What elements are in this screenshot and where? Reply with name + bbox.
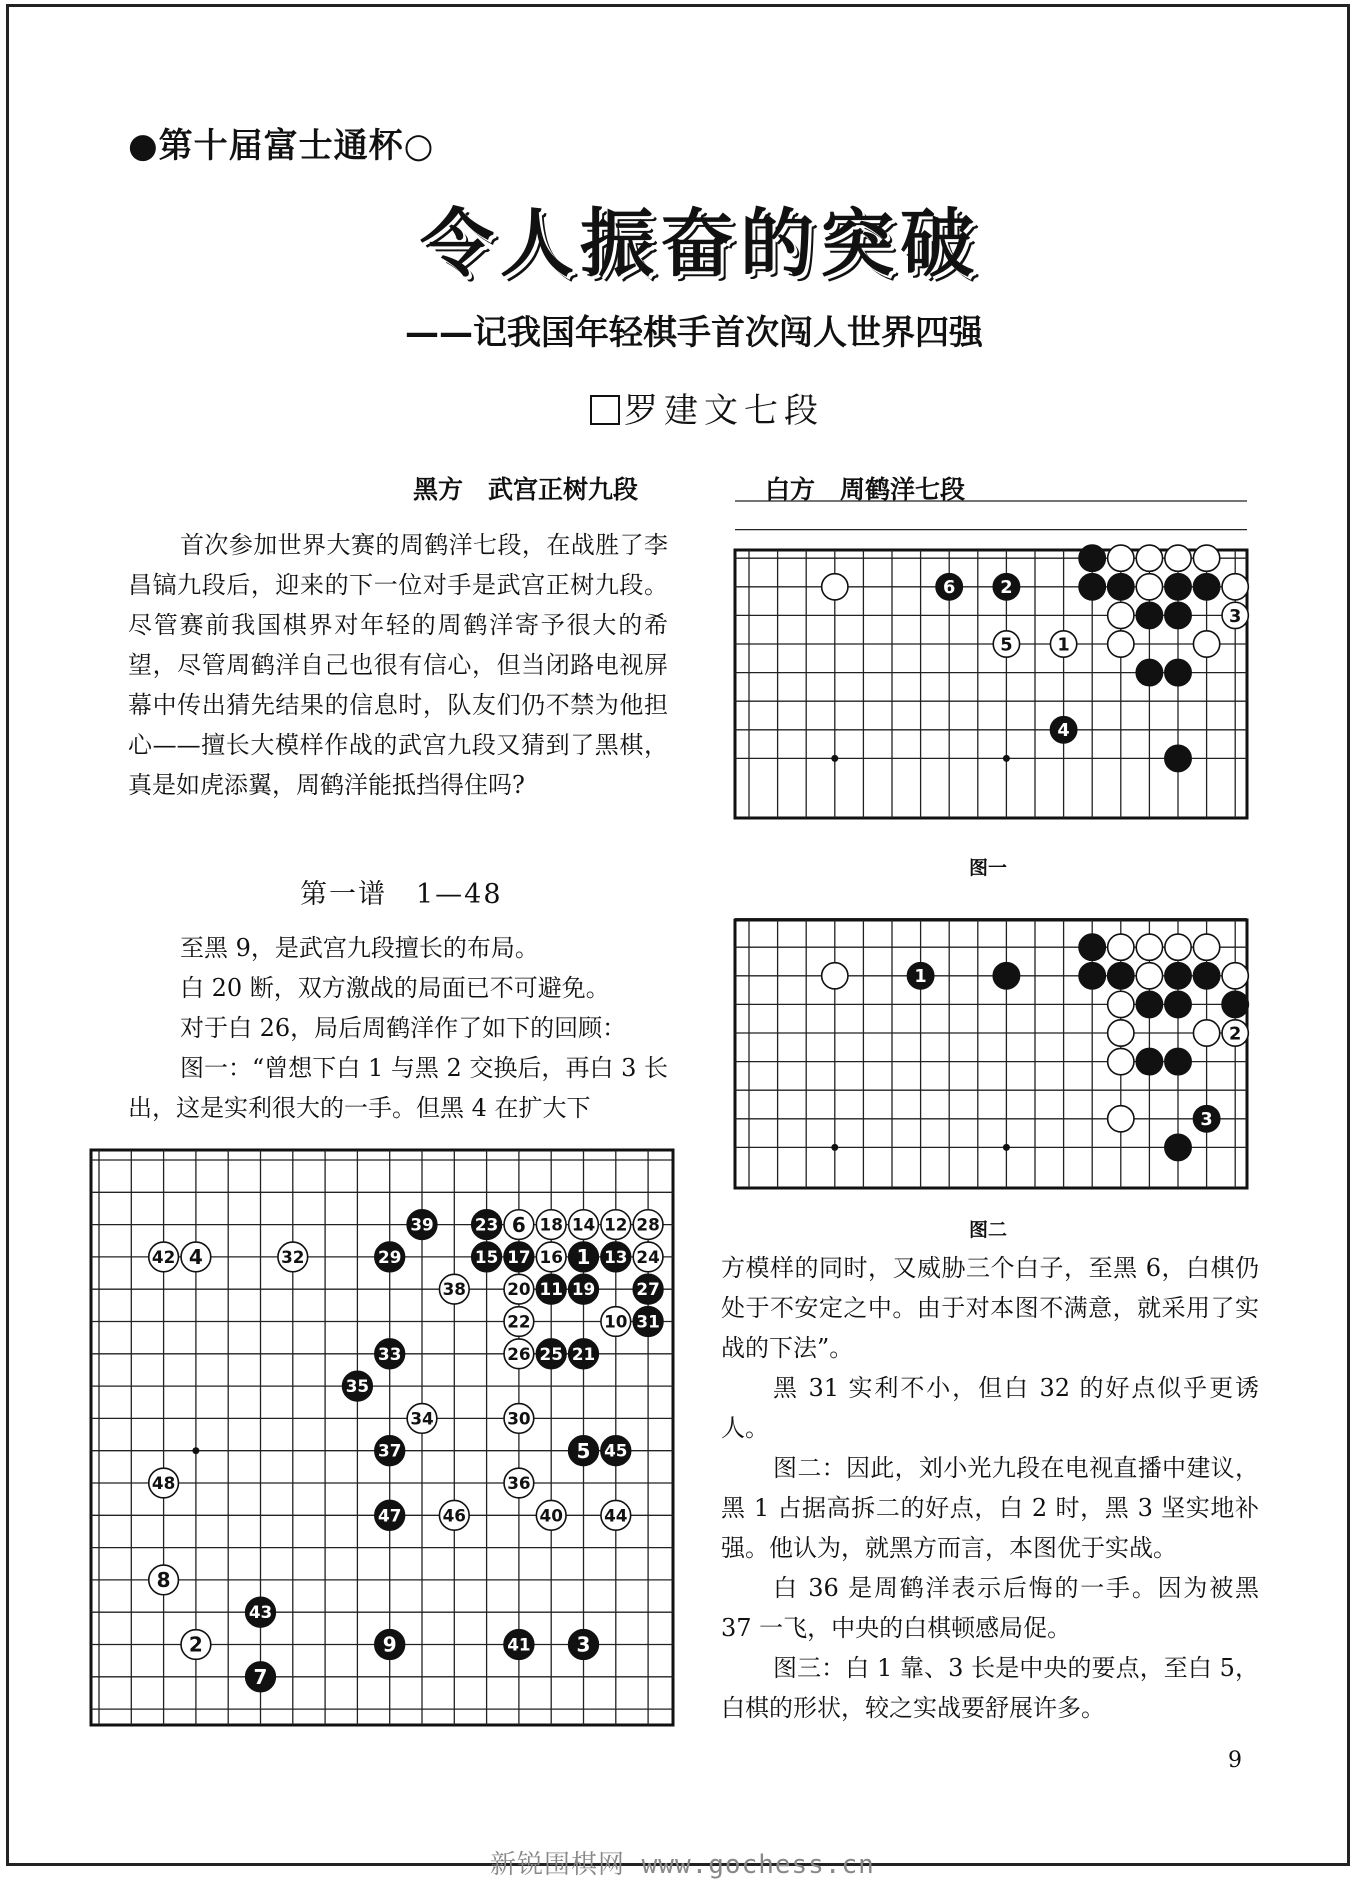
white-stone <box>1222 574 1248 600</box>
move-number: 10 <box>604 1311 628 1332</box>
section-title: 第一谱 1—48 <box>300 879 503 910</box>
move-number: 5 <box>576 1438 591 1463</box>
move-number: 3 <box>1229 606 1242 627</box>
white-stone <box>1108 991 1134 1017</box>
go-diagram-main <box>91 1150 673 1725</box>
move-number: 41 <box>507 1634 531 1655</box>
white-stone <box>1108 545 1134 571</box>
move-number: 4 <box>188 1245 203 1270</box>
black-stone <box>993 963 1019 989</box>
black-stone <box>1165 1048 1191 1074</box>
headline: 令人振奋的突破 <box>420 201 980 287</box>
move-number: 31 <box>636 1311 660 1332</box>
black-stone <box>1193 574 1219 600</box>
move-number: 18 <box>539 1214 563 1235</box>
white-stone <box>1136 545 1162 571</box>
white-stone <box>1136 574 1162 600</box>
move-number: 3 <box>1200 1110 1213 1131</box>
black-stone <box>1165 602 1191 628</box>
move-number: 38 <box>442 1279 466 1300</box>
black-stone <box>1165 745 1191 771</box>
move-number: 22 <box>507 1311 531 1332</box>
go-diagram-fig2 <box>735 919 1248 1188</box>
white-stone <box>822 574 848 600</box>
move-number: 2 <box>1229 1024 1242 1045</box>
black-stone <box>1165 991 1191 1017</box>
move-number: 35 <box>345 1376 370 1397</box>
white-stone <box>1108 934 1134 960</box>
black-stone <box>1079 934 1105 960</box>
go-diagram-fig1 <box>735 501 1248 818</box>
white-stone <box>1193 631 1219 657</box>
black-stone <box>1165 963 1191 989</box>
white-stone <box>822 963 848 989</box>
move-number: 26 <box>507 1343 531 1364</box>
move-number: 30 <box>507 1408 531 1429</box>
move-number: 36 <box>507 1473 531 1494</box>
star-point <box>192 1447 199 1454</box>
page-number: 9 <box>1228 1748 1242 1773</box>
watermark: 新锐围棋网 www.gochess.cn <box>490 1850 875 1880</box>
move-number: 40 <box>539 1505 563 1526</box>
white-stone <box>1108 1106 1134 1132</box>
move-number: 6 <box>511 1212 526 1237</box>
move-number: 11 <box>539 1279 563 1300</box>
black-stone <box>1079 963 1105 989</box>
white-player: 白方 周鹤洋七段 <box>765 475 966 504</box>
move-number: 15 <box>474 1246 499 1267</box>
move-number: 16 <box>539 1246 563 1267</box>
move-number: 7 <box>253 1665 268 1690</box>
intro-paragraph: 首次参加世界大赛的周鹤洋七段，在战胜了李昌镐九段后，迎来的下一位对手是武宫正树九段。尽管赛前我国棋界对年轻的周鹤洋寄予很大的希望，尽管周鹤洋自己也很有信心，但当闭路电视屏幕中传出猜先结果的信息时，队友们仍不禁为他担心——擅长大模样作战的武宫九段又猜到了黑棋，真是如虎添翼，周鹤洋能抵挡得住吗? <box>128 531 668 799</box>
move-number: 1 <box>914 967 927 988</box>
move-number: 6 <box>943 578 956 599</box>
move-number: 43 <box>248 1602 273 1623</box>
paragraph: 对于白 26，局后周鹤洋作了如下的回顾： <box>180 1014 627 1042</box>
move-number: 5 <box>1000 635 1013 656</box>
move-number: 28 <box>636 1214 660 1235</box>
move-number: 2 <box>1000 578 1013 599</box>
white-stone <box>1165 545 1191 571</box>
move-number: 48 <box>151 1473 176 1494</box>
move-number: 2 <box>188 1632 203 1657</box>
move-number: 32 <box>281 1246 305 1267</box>
black-stone <box>1165 659 1191 685</box>
fig2-caption: 图二 <box>969 1219 1008 1241</box>
black-stone <box>1079 545 1105 571</box>
white-stone <box>1193 934 1219 960</box>
move-number: 33 <box>378 1343 402 1364</box>
move-number: 39 <box>410 1214 434 1235</box>
white-stone <box>1108 1020 1134 1046</box>
paragraph: 方模样的同时，又威胁三个白子，至黑 6，白棋仍处于不安定之中。由于对本图不满意，就采用了实战的下法”。 <box>721 1254 1259 1362</box>
move-number: 47 <box>378 1505 402 1526</box>
paragraph: 至黑 9，是武宫九段擅长的布局。 <box>180 934 539 962</box>
move-number: 37 <box>378 1440 402 1461</box>
black-stone <box>1136 991 1162 1017</box>
move-number: 24 <box>636 1246 660 1267</box>
subtitle: ——记我国年轻棋手首次闯人世界四强 <box>405 313 983 353</box>
move-number: 19 <box>571 1279 596 1300</box>
black-stone <box>1108 963 1134 989</box>
move-number: 1 <box>1057 635 1070 656</box>
black-stone <box>1136 659 1162 685</box>
black-stone <box>1165 574 1191 600</box>
move-number: 27 <box>636 1279 660 1300</box>
move-number: 23 <box>474 1214 499 1235</box>
white-stone <box>1136 963 1162 989</box>
move-number: 12 <box>604 1214 628 1235</box>
black-stone <box>1165 1134 1191 1160</box>
fig1-caption: 图一 <box>969 857 1008 879</box>
white-stone <box>1108 1048 1134 1074</box>
paragraph: 黑 31 实利不小，但白 32 的好点似乎更诱人。 <box>721 1374 1259 1442</box>
white-stone <box>1108 602 1134 628</box>
move-number: 20 <box>507 1279 531 1300</box>
star-point <box>831 1144 838 1151</box>
white-stone <box>1136 934 1162 960</box>
move-number: 17 <box>507 1246 531 1267</box>
black-player: 黑方 武宫正树九段 <box>413 475 639 504</box>
move-number: 46 <box>442 1505 466 1526</box>
move-number: 3 <box>576 1632 591 1657</box>
move-number: 34 <box>410 1408 434 1429</box>
paragraph: 图三：白 1 靠、3 长是中央的要点，至白 5，白棋的形状，较之实战要舒展许多。 <box>721 1654 1259 1722</box>
black-stone <box>1079 574 1105 600</box>
paragraph: 图一：“曾想下白 1 与黑 2 交换后，再白 3 长出，这是实利很大的一手。但黑 4 在扩大下 <box>128 1054 668 1122</box>
move-number: 21 <box>571 1343 596 1364</box>
black-stone <box>1136 602 1162 628</box>
paragraph: 图二：因此，刘小光九段在电视直播中建议，黑 1 占据高拆二的好点，白 2 时，黑 3 坚实地补强。他认为，就黑方而言，本图优于实战。 <box>721 1454 1259 1562</box>
move-number: 1 <box>576 1245 591 1270</box>
black-stone <box>1108 574 1134 600</box>
move-number: 8 <box>156 1568 171 1593</box>
move-number: 9 <box>382 1632 397 1657</box>
white-stone <box>1193 1020 1219 1046</box>
paragraph: 白 36 是周鹤洋表示后悔的一手。因为被黑 37 一飞，中央的白棋顿感局促。 <box>721 1574 1259 1642</box>
white-stone <box>1108 631 1134 657</box>
series-title: ●第十届富士通杯○ <box>128 126 435 166</box>
star-point <box>831 755 838 762</box>
star-point <box>1003 755 1010 762</box>
white-stone <box>1193 545 1219 571</box>
move-number: 44 <box>604 1505 628 1526</box>
author-name: 罗建文七段 <box>624 391 824 431</box>
black-stone <box>1136 1048 1162 1074</box>
move-number: 25 <box>539 1343 563 1364</box>
move-number: 29 <box>378 1246 402 1267</box>
paragraph: 白 20 断，双方激战的局面已不可避免。 <box>180 974 610 1002</box>
black-stone <box>1193 963 1219 989</box>
move-number: 4 <box>1057 721 1070 742</box>
move-number: 45 <box>604 1440 628 1461</box>
white-stone <box>1165 934 1191 960</box>
black-stone <box>1222 991 1248 1017</box>
star-point <box>1003 1144 1010 1151</box>
move-number: 42 <box>151 1246 176 1267</box>
white-stone <box>1222 963 1248 989</box>
move-number: 13 <box>604 1246 628 1267</box>
move-number: 14 <box>571 1214 596 1235</box>
